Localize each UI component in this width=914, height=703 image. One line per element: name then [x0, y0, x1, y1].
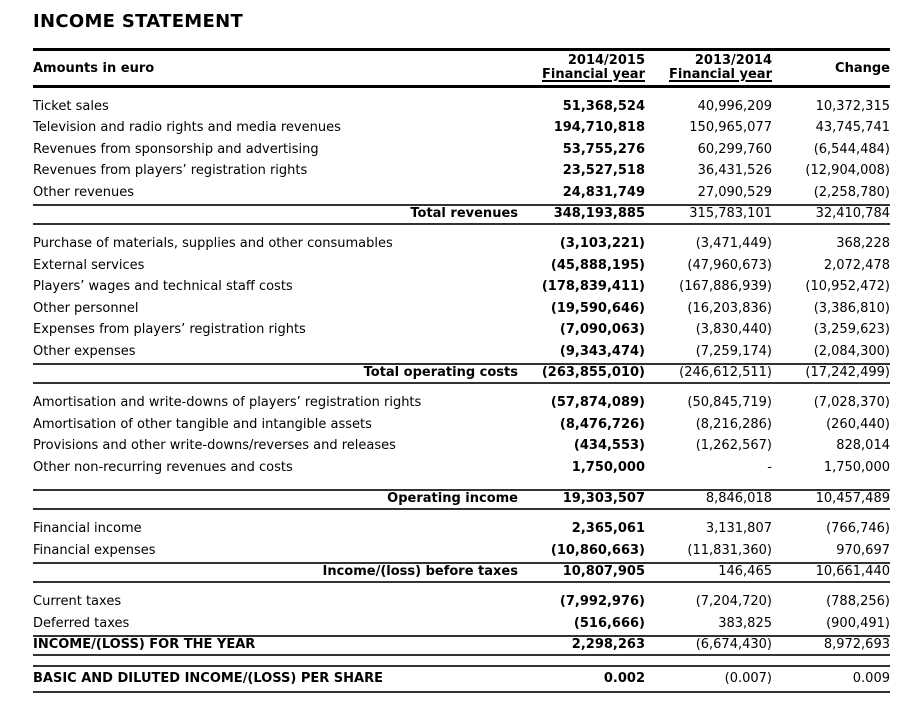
value-change: 1,750,000: [823, 459, 890, 475]
header-year-line1: 2013/2014: [694, 53, 772, 68]
value-change: 43,745,741: [815, 120, 890, 136]
value-2013-2014: (11,831,360): [687, 542, 772, 558]
per-share-row: [33, 665, 890, 693]
value-2014-2015: (434,553): [573, 438, 645, 454]
row-label: Provisions and other write-downs/reverses and releases: [33, 438, 396, 454]
table-row: [33, 277, 890, 299]
value-2013-2014: (50,845,719): [687, 395, 772, 411]
value-2014-2015: 348,193,885: [553, 206, 645, 221]
row-label: Expenses from players’ registration rights: [33, 322, 306, 338]
value-change: (3,386,810): [813, 300, 890, 316]
value-2013-2014: 60,299,760: [697, 141, 772, 157]
table-row: [33, 592, 890, 614]
value-2013-2014: (1,262,567): [695, 438, 772, 454]
total-row: [33, 204, 890, 225]
statement-section: [33, 393, 890, 510]
value-2014-2015: 2,365,061: [571, 521, 645, 537]
statement-section: [33, 519, 890, 583]
value-2013-2014: 36,431,526: [697, 163, 772, 179]
value-2013-2014: 8,846,018: [705, 491, 772, 506]
table-row: [33, 234, 890, 256]
row-label: External services: [33, 257, 145, 273]
header-financial-year-2013-2014: [645, 54, 772, 82]
value-2014-2015: (7,090,063): [559, 322, 645, 338]
value-2013-2014: -: [767, 459, 772, 475]
value-2014-2015: 1,750,000: [571, 459, 645, 475]
value-2013-2014: 383,825: [718, 615, 772, 631]
table-row: [33, 613, 890, 635]
value-2014-2015: 0.002: [603, 670, 645, 686]
header-amounts-in-euro: Amounts in euro: [33, 60, 155, 76]
header-change: Change: [835, 60, 890, 76]
value-2013-2014: 40,996,209: [697, 98, 772, 114]
table-row: [33, 96, 890, 118]
row-label: Income/(loss) before taxes: [322, 564, 518, 579]
value-2013-2014: (246,612,511): [679, 365, 772, 380]
table-row: [33, 393, 890, 415]
value-2013-2014: 150,965,077: [689, 120, 772, 136]
table-row: [33, 414, 890, 436]
value-change: (12,904,008): [805, 163, 890, 179]
value-2014-2015: (263,855,010): [541, 365, 645, 380]
value-2013-2014: (6,674,430): [695, 637, 772, 652]
row-label: Other revenues: [33, 184, 135, 200]
income-statement-table: [33, 48, 890, 693]
value-change: 0.009: [852, 670, 890, 686]
value-2013-2014: (7,204,720): [695, 594, 772, 610]
table-row: [33, 182, 890, 204]
value-change: 10,372,315: [815, 98, 890, 114]
header-year-line2: Financial year: [541, 67, 645, 82]
value-2013-2014: (7,259,174): [695, 343, 772, 359]
value-change: 8,972,693: [823, 637, 890, 652]
value-change: 970,697: [836, 542, 890, 558]
table-row: [33, 298, 890, 320]
statement-section: [33, 592, 890, 656]
value-change: (260,440): [826, 416, 890, 432]
row-label: Total revenues: [410, 206, 518, 221]
value-2014-2015: 10,807,905: [562, 564, 645, 579]
value-change: 10,457,489: [815, 491, 890, 506]
row-label: Deferred taxes: [33, 615, 130, 631]
total-row: [33, 562, 890, 583]
table-row: [33, 519, 890, 541]
value-2014-2015: 19,303,507: [562, 491, 645, 506]
value-2014-2015: (10,860,663): [550, 542, 645, 558]
value-2014-2015: (3,103,221): [559, 236, 645, 252]
value-2013-2014: (0.007): [724, 670, 772, 686]
row-label: Total operating costs: [363, 365, 518, 380]
value-change: (788,256): [826, 594, 890, 610]
row-label: Ticket sales: [33, 98, 109, 114]
value-2014-2015: 2,298,263: [571, 637, 645, 652]
row-label: Other expenses: [33, 343, 136, 359]
table-row: [33, 118, 890, 140]
value-change: (3,259,623): [813, 322, 890, 338]
value-2014-2015: 51,368,524: [562, 98, 645, 114]
row-label: Revenues from sponsorship and advertising: [33, 141, 319, 157]
value-2014-2015: (45,888,195): [550, 257, 645, 273]
total-row: [33, 489, 890, 510]
row-label: Operating income: [387, 491, 518, 506]
table-row: [33, 341, 890, 363]
table-row: [33, 540, 890, 562]
value-2013-2014: (47,960,673): [687, 257, 772, 273]
value-change: (17,242,499): [805, 365, 890, 380]
value-2013-2014: (167,886,939): [679, 279, 772, 295]
table-row: [33, 161, 890, 183]
value-2014-2015: (57,874,089): [550, 395, 645, 411]
table-row: [33, 255, 890, 277]
table-row: [33, 139, 890, 161]
value-2014-2015: (9,343,474): [559, 343, 645, 359]
row-label: BASIC AND DILUTED INCOME/(LOSS) PER SHARE: [33, 670, 383, 686]
row-label: Financial expenses: [33, 542, 156, 558]
value-2014-2015: (19,590,646): [550, 300, 645, 316]
value-2013-2014: (3,471,449): [695, 236, 772, 252]
row-label: Purchase of materials, supplies and other consumables: [33, 236, 393, 252]
row-label: INCOME/(LOSS) FOR THE YEAR: [33, 637, 256, 652]
table-row: [33, 436, 890, 458]
table-row: [33, 457, 890, 479]
table-body: [33, 88, 890, 693]
row-label: Financial income: [33, 521, 142, 537]
value-change: 368,228: [836, 236, 890, 252]
value-change: 10,661,440: [815, 564, 890, 579]
value-2014-2015: (8,476,726): [559, 416, 645, 432]
value-2013-2014: 146,465: [718, 564, 772, 579]
row-label: Other non-recurring revenues and costs: [33, 459, 293, 475]
row-label: Amortisation and write-downs of players’ registration rights: [33, 395, 422, 411]
value-change: (10,952,472): [805, 279, 890, 295]
row-label: Players’ wages and technical staff costs: [33, 279, 293, 295]
value-2013-2014: (8,216,286): [695, 416, 772, 432]
value-2014-2015: (178,839,411): [541, 279, 645, 295]
value-change: (2,084,300): [813, 343, 890, 359]
value-2013-2014: 27,090,529: [697, 184, 772, 200]
total-row: [33, 363, 890, 384]
value-2014-2015: 53,755,276: [562, 141, 645, 157]
table-row: [33, 320, 890, 342]
statement-section: [33, 234, 890, 384]
grand-total-row: [33, 635, 890, 656]
value-2014-2015: 24,831,749: [562, 184, 645, 200]
value-change: 2,072,478: [823, 257, 890, 273]
page-title: INCOME STATEMENT: [33, 11, 244, 32]
value-change: (2,258,780): [813, 184, 890, 200]
table-header-row: [33, 48, 890, 88]
value-2013-2014: (16,203,836): [687, 300, 772, 316]
value-2013-2014: 315,783,101: [689, 206, 772, 221]
header-financial-year-2014-2015: [518, 54, 645, 82]
value-2013-2014: (3,830,440): [695, 322, 772, 338]
value-2013-2014: 3,131,807: [705, 521, 772, 537]
value-2014-2015: (7,992,976): [559, 594, 645, 610]
value-2014-2015: (516,666): [573, 615, 645, 631]
value-change: 828,014: [836, 438, 890, 454]
value-2014-2015: 23,527,518: [562, 163, 645, 179]
row-label: Television and radio rights and media revenues: [33, 120, 341, 136]
header-year-line1: 2014/2015: [567, 53, 645, 68]
row-label: Revenues from players’ registration rights: [33, 163, 308, 179]
row-label: Other personnel: [33, 300, 139, 316]
value-change: (900,491): [826, 615, 890, 631]
row-label: Current taxes: [33, 594, 122, 610]
value-change: (7,028,370): [813, 395, 890, 411]
value-change: (766,746): [826, 521, 890, 537]
statement-section: [33, 96, 890, 225]
value-change: (6,544,484): [813, 141, 890, 157]
row-label: Amortisation of other tangible and intangible assets: [33, 416, 372, 432]
value-change: 32,410,784: [815, 206, 890, 221]
value-2014-2015: 194,710,818: [553, 120, 645, 136]
header-year-line2: Financial year: [668, 67, 772, 82]
